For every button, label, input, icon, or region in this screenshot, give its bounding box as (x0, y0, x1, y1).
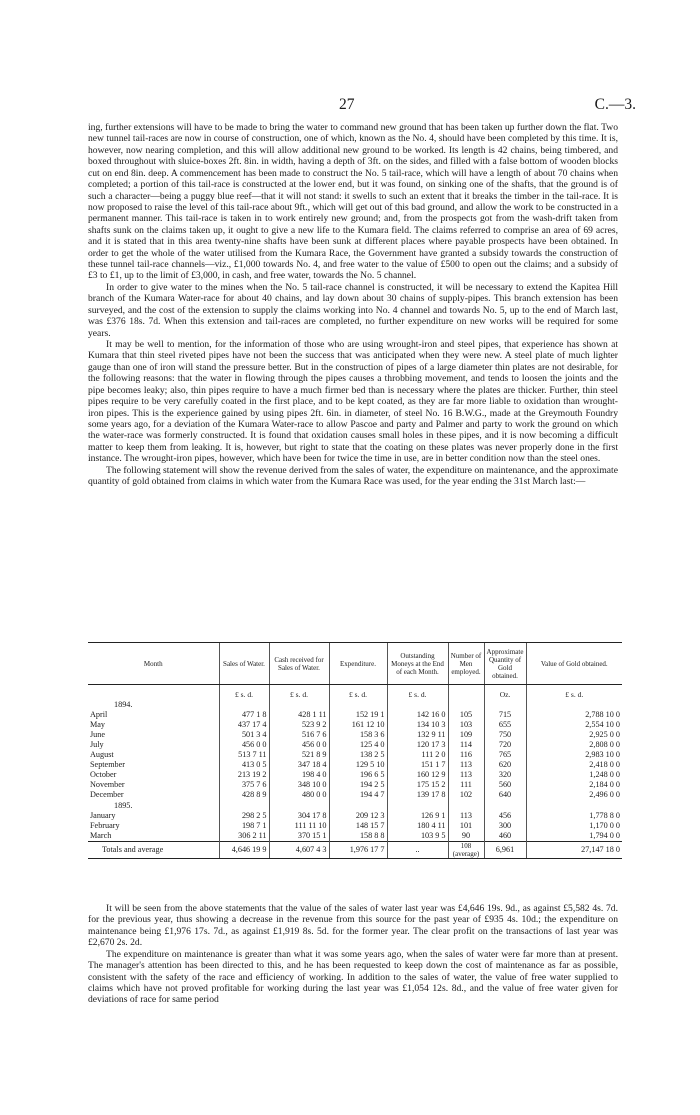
paragraph: ing, further extensions will have to be made to bring the water to command new ground that has been taken up further down the flat. Two new tunnel tail-races are now in course of construction, one of which, known as the No. 4, should have been completed by this time. It is, however, now nearing completion, and this will allow additional new ground to be worked. Its length is 42 chains, being timbered, and boxed throughout with sluice-boxes 2ft. 8in. in width, having a depth of 3ft. on the sides, and filled with a false bottom of wooden blocks cut on end 8in. deep. A commencement has been made to construct the No. 5 tail-race, which will have a length of about 70 chains when completed; a portion of this tail-race is constructed at the lower end, but it was found, on sinking one of the shafts, that the ground is of such a character—being a puggy blue reef—that it will not stand: it swells to such an extent that it breaks the timber in the tail-race. It is now proposed to raise the level of this tail-race about 9ft., which will get out of this bad ground, and allow the work to be constructed in a permanent manner. This tail-race is taken in to work entirely new ground; and, from the prospects got from the wash-drift taken from shafts sunk on the claims taken up, it ought to give a new life to the Kumara field. The claims referred to comprise an area of 69 acres, and it is stated that in this area twenty-nine shafts have been sunk at different places where payable prospects have been obtained. In order to get the whole of the water utilised from the Kumara Race, the Government have granted a subsidy towards the construction of these tunnel tail-race channels—viz., £1,000 towards No. 4, and free water to the value of £500 to open out the claims; and a subsidy of £3 to £1, up to the limit of £3,000, in cash, and free water, towards the No. 5 channel. (88, 122, 618, 282)
value-cell: 196 6 5 (329, 770, 387, 780)
value-cell: 516 7 6 (269, 730, 329, 740)
value-cell: 113 (448, 811, 484, 821)
month-cell: October (90, 770, 117, 780)
value-cell: 126 9 1 (387, 811, 448, 821)
empty-cell (329, 700, 387, 710)
value-cell: 111 2 0 (387, 750, 448, 760)
value-cell: 304 17 8 (269, 811, 329, 821)
value-cell: 198 4 0 (269, 770, 329, 780)
table-row (88, 821, 622, 831)
value-cell: 213 19 2 (219, 770, 269, 780)
value-cell: 2,184 0 0 (526, 780, 622, 790)
value-cell: 370 15 1 (269, 831, 329, 842)
value-cell: 138 2 5 (329, 750, 387, 760)
value-cell: 132 9 11 (387, 730, 448, 740)
month-cell: July (90, 740, 104, 750)
column-header: Outstanding Moneys at the End of each Month. (387, 643, 448, 685)
value-cell: 102 (448, 790, 484, 800)
empty-cell (484, 700, 526, 710)
value-cell: 298 2 5 (219, 811, 269, 821)
table-row (88, 720, 622, 730)
value-cell: 152 19 1 (329, 710, 387, 720)
average-note: (average) (452, 849, 480, 858)
value-cell: 1,778 8 0 (526, 811, 622, 821)
total-cell (448, 841, 484, 858)
value-cell: 750 (484, 730, 526, 740)
column-header: Value of Gold obtained. (526, 643, 622, 685)
empty-cell (269, 801, 329, 811)
month-cell: November (90, 780, 125, 790)
year-row (88, 801, 622, 811)
value-cell: 103 (448, 720, 484, 730)
value-cell: 2,808 0 0 (526, 740, 622, 750)
value-cell: 194 4 7 (329, 790, 387, 800)
value-cell: 501 3 4 (219, 730, 269, 740)
value-cell: 129 5 10 (329, 760, 387, 770)
value-cell: 158 3 6 (329, 730, 387, 740)
page-header (0, 96, 700, 116)
value-cell: 105 (448, 710, 484, 720)
value-cell: 2,788 10 0 (526, 710, 622, 720)
value-cell: 90 (448, 831, 484, 842)
column-header: Expenditure. (329, 643, 387, 685)
value-cell: 116 (448, 750, 484, 760)
empty-cell (219, 700, 269, 710)
value-cell: 160 12 9 (387, 770, 448, 780)
value-cell: 161 12 10 (329, 720, 387, 730)
value-cell: 134 10 3 (387, 720, 448, 730)
year-row (88, 700, 622, 710)
table-row (88, 760, 622, 770)
column-header: Sales of Water. (219, 643, 269, 685)
value-cell: 175 15 2 (387, 780, 448, 790)
table-row (88, 770, 622, 780)
month-cell: December (90, 790, 124, 800)
units-cell: £ s. d. (329, 685, 387, 701)
revenue-table (88, 642, 622, 859)
table-row (88, 811, 622, 821)
value-cell: 477 1 8 (219, 710, 269, 720)
value-cell: 300 (484, 821, 526, 831)
value-cell: 103 9 5 (387, 831, 448, 842)
paragraph: In order to give water to the mines when the No. 5 tail-race channel is constructed, it will be necessary to extend the Kapitea Hill branch of the Kumara Water-race for about 40 chains, and lay down about 30 chains of supply-pipes. This branch extension has been surveyed, and the cost of the extension to supply the claims working into No. 4 channel and towards No. 5, up to the end of March last, was £376 18s. 7d. When this extension and tail-races are completed, no further expenditure on new works will be required for some years. (88, 281, 618, 339)
value-cell: 320 (484, 770, 526, 780)
empty-cell (448, 700, 484, 710)
empty-cell (387, 700, 448, 710)
value-cell: 523 9 2 (269, 720, 329, 730)
value-cell: 306 2 11 (219, 831, 269, 842)
table-header-row (88, 643, 622, 685)
value-cell: 521 8 9 (269, 750, 329, 760)
paragraph: It may be well to mention, for the information of those who are using wrought-iron and steel pipes, that experience has shown at Kumara that thin steel riveted pipes have not been the success that was anticipated when they were new. A steel plate of much lighter gauge than one of iron will stand the pressure better. But in the construction of pipes of a large diameter thin plates are not desirable, for the following reasons: that the water in flowing through the pipes causes a throbbing movement, and tends to loosen the joints and the pipe becomes leaky; also, thin pipes require to have a much firmer bed than is necessary where the plates are thicker. Further, thin steel pipes require to be very carefully coated in the first place, and to be kept coated, as they are far more liable to oxidation than wrought-iron pipes. This is the experience gained by using pipes 2ft. 6in. in diameter, of steel No. 16 B.W.G., made at the Greymouth Foundry some years ago, for a deviation of the Kumara Water-race to allow Pascoe and party and Palmer and party to work the ground on which the water-race was formerly constructed. It is found that oxidation causes small holes in these pipes, and it is now becoming a difficult matter to keep them from leaking. It is, however, but right to state that the coating on these plates was never properly done in the first instance. The wrought-iron pipes, however, which have been for twice the time in use, are in better condition now than the steel ones. (88, 339, 618, 465)
paragraph: The following statement will show the revenue derived from the sales of water, the expenditure on maintenance, and the approximate quantity of gold obtained from claims in which water from the Kumara Race was used, for the year ending the 31st March last:— (88, 464, 618, 488)
units-cell: £ s. d. (219, 685, 269, 701)
table-row (88, 710, 622, 720)
value-cell: 375 7 6 (219, 780, 269, 790)
value-cell: 180 4 11 (387, 821, 448, 831)
units-cell: £ s. d. (387, 685, 448, 701)
units-cell: £ s. d. (269, 685, 329, 701)
value-cell: 640 (484, 790, 526, 800)
units-row (88, 685, 622, 701)
month-cell: June (90, 730, 106, 740)
total-cell: 4,607 4 3 (269, 841, 329, 858)
value-cell: 480 0 0 (269, 790, 329, 800)
value-cell: 109 (448, 730, 484, 740)
value-cell: 101 (448, 821, 484, 831)
table-row (88, 730, 622, 740)
value-cell: 148 15 7 (329, 821, 387, 831)
value-cell: 2,496 0 0 (526, 790, 622, 800)
value-cell: 142 16 0 (387, 710, 448, 720)
document-code: C.—3. (594, 96, 636, 113)
table-row (88, 790, 622, 800)
empty-cell (219, 801, 269, 811)
column-header: Month (88, 643, 219, 685)
value-cell: 111 (448, 780, 484, 790)
value-cell: 1,248 0 0 (526, 770, 622, 780)
total-cell: 6,961 (484, 841, 526, 858)
value-cell: 513 7 11 (219, 750, 269, 760)
column-header: Approximate Quantity of Gold obtained. (484, 643, 526, 685)
value-cell: 715 (484, 710, 526, 720)
paragraph: It will be seen from the above statements that the value of the sales of water last year was £4,646 19s. 9d., as against £5,582 4s. 7d. for the previous year, thus showing a decrease in the revenue from this source for the past year of £935 4s. 10d.; the expenditure on maintenance being £1,976 17s. 7d., as against £1,919 8s. 5d. for the former year. The clear profit on the transactions of last year was £2,670 2s. 2d. (88, 903, 618, 949)
body-text-bottom (88, 903, 618, 1006)
month-cell: March (90, 830, 112, 840)
total-cell: 27,147 18 0 (526, 841, 622, 858)
month-cell: January (90, 810, 116, 820)
body-text-top (88, 122, 618, 488)
value-cell: 456 (484, 811, 526, 821)
totals-row (88, 841, 622, 858)
value-cell: 347 18 4 (269, 760, 329, 770)
total-cell: 4,646 19 9 (219, 841, 269, 858)
value-cell: 114 (448, 740, 484, 750)
value-cell: 158 8 8 (329, 831, 387, 842)
value-cell: 2,418 0 0 (526, 760, 622, 770)
total-cell: .. (387, 841, 448, 858)
value-cell: 1,170 0 0 (526, 821, 622, 831)
year-label: 1894. (114, 700, 133, 710)
total-cell: 1,976 17 7 (329, 841, 387, 858)
value-cell: 460 (484, 831, 526, 842)
empty-cell (329, 801, 387, 811)
value-cell: 198 7 1 (219, 821, 269, 831)
page-number: 27 (339, 96, 355, 113)
month-cell: February (90, 820, 120, 830)
table-row (88, 780, 622, 790)
value-cell: 348 10 0 (269, 780, 329, 790)
units-cell: £ s. d. (526, 685, 622, 701)
table-row (88, 740, 622, 750)
year-label: 1895. (114, 800, 133, 810)
value-cell: 720 (484, 740, 526, 750)
value-cell: 620 (484, 760, 526, 770)
value-cell: 151 1 7 (387, 760, 448, 770)
totals-label: Totals and average (88, 841, 219, 858)
value-cell: 1,794 0 0 (526, 831, 622, 842)
empty-cell (448, 801, 484, 811)
empty-cell (269, 700, 329, 710)
table-row (88, 831, 622, 842)
value-cell: 655 (484, 720, 526, 730)
value-cell: 2,554 10 0 (526, 720, 622, 730)
value-cell: 125 4 0 (329, 740, 387, 750)
units-cell: Oz. (484, 685, 526, 701)
month-cell: September (90, 760, 126, 770)
empty-cell (526, 700, 622, 710)
month-cell: August (90, 750, 114, 760)
average-men-value: 108 (460, 841, 472, 850)
value-cell: 120 17 3 (387, 740, 448, 750)
value-cell: 139 17 8 (387, 790, 448, 800)
value-cell: 428 1 11 (269, 710, 329, 720)
value-cell: 560 (484, 780, 526, 790)
value-cell: 437 17 4 (219, 720, 269, 730)
empty-cell (387, 801, 448, 811)
paragraph: The expenditure on maintenance is greater than what it was some years ago, when the sales of water were far more than at present. The manager's attention has been directed to this, and he has been requested to keep down the cost of maintenance as far as possible, consistent with the safety of the race and efficiency of working. In addition to the sales of water, the value of free water supplied to claims which have not proved profitable for working during the last year was £1,054 12s. 8d., and the value of free water given for deviations of race for same period (88, 948, 618, 1006)
value-cell: 456 0 0 (219, 740, 269, 750)
value-cell: 2,983 10 0 (526, 750, 622, 760)
value-cell: 456 0 0 (269, 740, 329, 750)
month-cell: April (90, 710, 108, 720)
value-cell: 113 (448, 770, 484, 780)
value-cell: 2,925 0 0 (526, 730, 622, 740)
value-cell: 428 8 9 (219, 790, 269, 800)
empty-cell (526, 801, 622, 811)
value-cell: 765 (484, 750, 526, 760)
units-cell (88, 685, 219, 701)
column-header: Cash received for Sales of Water. (269, 643, 329, 685)
value-cell: 113 (448, 760, 484, 770)
units-cell (448, 685, 484, 701)
month-cell: May (90, 720, 106, 730)
column-header: Number of Men employed. (448, 643, 484, 685)
empty-cell (484, 801, 526, 811)
table-row (88, 750, 622, 760)
value-cell: 413 0 5 (219, 760, 269, 770)
value-cell: 209 12 3 (329, 811, 387, 821)
value-cell: 194 2 5 (329, 780, 387, 790)
value-cell: 111 11 10 (269, 821, 329, 831)
